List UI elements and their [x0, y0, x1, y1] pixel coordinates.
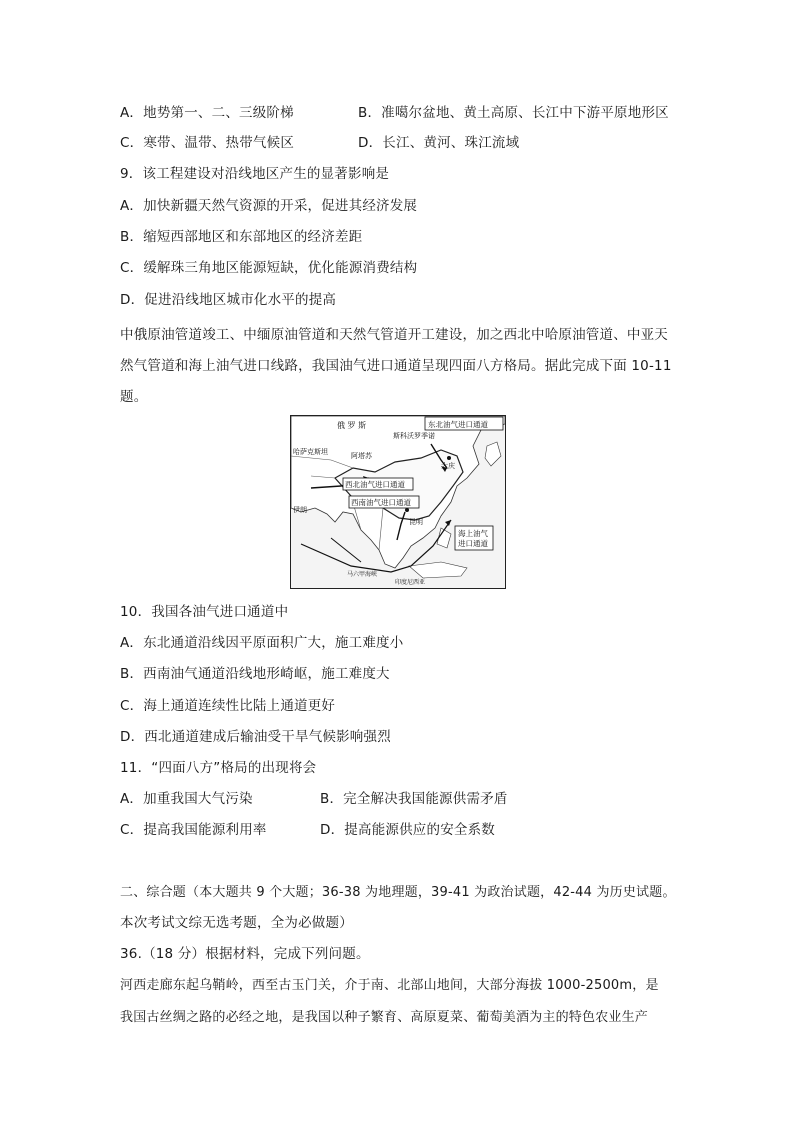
label-northwest-channel: 西北油气进口通道	[345, 480, 405, 489]
label-daqing: 大庆	[441, 462, 455, 470]
q11-option-c: C．提高我国能源利用率	[120, 822, 267, 838]
label-kunming: 昆明	[409, 518, 423, 526]
q11-option-d: D．提高能源供应的安全系数	[320, 822, 495, 838]
q36-material-line-1: 河西走廊东起乌鞘岭，西至古玉门关，介于南、北部山地间，大部分海拔 1000-2500m，是	[120, 978, 659, 993]
passage-10-11: 中俄原油管道竣工、中缅原油管道和天然气管道开工建设，加之西北中哈原油管道、中亚天然气管道和海上油气进口线路，我国油气进口通道呈现四面八方格局。据此完成下面 10-11 题。	[120, 327, 672, 405]
q11-options-row-2	[120, 820, 495, 840]
q11-option-a: A．加重我国大气污染	[120, 791, 253, 807]
label-atasu: 阿塔苏	[351, 452, 372, 460]
label-malacca: 马六甲海峡	[347, 571, 378, 578]
q10-option-b: B．西南油气通道沿线地形崎岖，施工难度大	[120, 666, 390, 682]
section2-heading: 二、综合题（本大题共 9 个大题；36-38 为地理题，39-41 为政治试题，42-44 为历史试题。	[120, 885, 676, 900]
q9-option-c: C．缓解珠三角地区能源短缺，优化能源消费结构	[120, 260, 418, 276]
q9-option-b: B．缩短西部地区和东部地区的经济差距	[120, 229, 363, 245]
q11-option-b: B．完全解决我国能源供需矛盾	[320, 791, 508, 807]
q8-option-a: A．地势第一、二、三级阶梯	[120, 105, 294, 121]
q10-option-a: A．东北通道沿线因平原面积广大，施工难度小	[120, 635, 404, 651]
label-southwest-channel: 西南油气进口通道	[351, 498, 411, 507]
q10-option-c: C．海上通道连续性比陆上通道更好	[120, 698, 336, 714]
label-kazakhstan: 哈萨克斯坦	[293, 448, 328, 456]
label-iran: 伊朗	[293, 506, 307, 514]
q36-material-line-2: 我国古丝绸之路的必经之地，是我国以种子繁育、高原夏菜、葡萄美酒为主的特色农业生产	[120, 1010, 649, 1025]
label-indonesia: 印度尼西亚	[395, 579, 426, 586]
q11-options-row-1	[120, 789, 508, 809]
label-russia: 俄 罗 斯	[337, 421, 367, 430]
q8-option-d: D．长江、黄河、珠江流域	[358, 135, 520, 151]
label-sea-channel-1: 海上油气	[458, 529, 488, 538]
label-northeast-channel: 东北油气进口通道	[428, 420, 488, 429]
q9-stem: 9．该工程建设对沿线地区产生的显著影响是	[120, 166, 390, 182]
q9-option-d: D．促进沿线地区城市化水平的提高	[120, 292, 337, 308]
q8-option-b: B．准噶尔盆地、黄土高原、长江中下游平原地形区	[358, 105, 669, 121]
q9-option-a: A．加快新疆天然气资源的开采，促进其经济发展	[120, 198, 418, 214]
label-sea-channel-2: 进口通道	[458, 539, 488, 548]
map-svg	[291, 416, 505, 588]
kunming-dot	[405, 508, 409, 512]
oil-gas-import-map	[290, 415, 506, 589]
q8-options-row-1	[120, 103, 669, 123]
q8-options-row-2	[120, 133, 520, 153]
q10-option-d: D．西北通道建成后输油受干旱气候影响强烈	[120, 729, 391, 745]
q10-stem: 10．我国各油气进口通道中	[120, 604, 289, 620]
section2-heading-line2: 本次考试文综无选考题，全为必做题）	[120, 915, 353, 931]
q8-option-c: C．寒带、温带、热带气候区	[120, 135, 295, 151]
q11-stem: 11．“四面八方”格局的出现将会	[120, 760, 317, 776]
q36-stem: 36.（18 分）根据材料，完成下列问题。	[120, 946, 370, 962]
daqing-dot	[447, 456, 451, 460]
label-skovorodino: 斯科沃罗季诺	[393, 432, 435, 440]
